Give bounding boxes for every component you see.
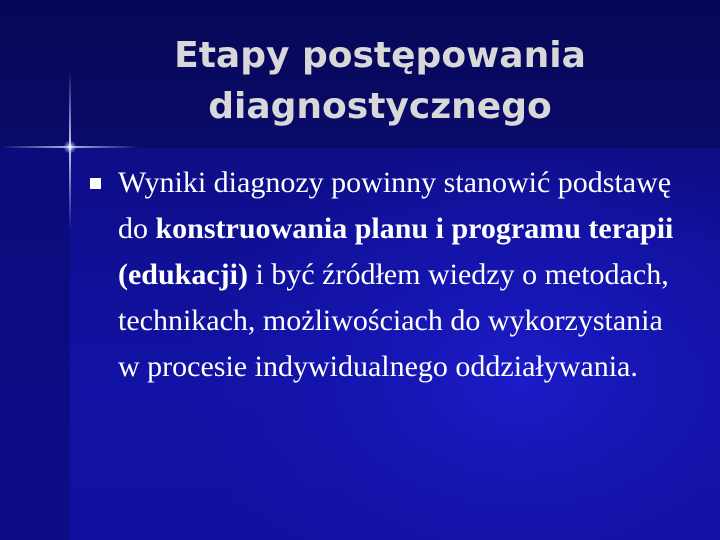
slide-title: Etapy postępowania diagnostycznego [174,35,586,127]
bullet-text-bold: konstruowania planu i programu terapii (edukacji) [118,212,674,291]
bullet-text-part2: i być źródłem wiedzy o metodach, technikach, możliwościach do wykorzystania w procesie indywidualnego oddziaływania. [118,258,669,383]
left-strip [0,148,70,540]
bullet-list [88,160,688,390]
sparkle-star-icon [64,141,76,153]
bullet-item [88,160,688,390]
bullet-text-part1: Wyniki diagnozy powinny stanowić podstawę do [118,166,672,245]
square-bullet-icon [90,178,101,189]
